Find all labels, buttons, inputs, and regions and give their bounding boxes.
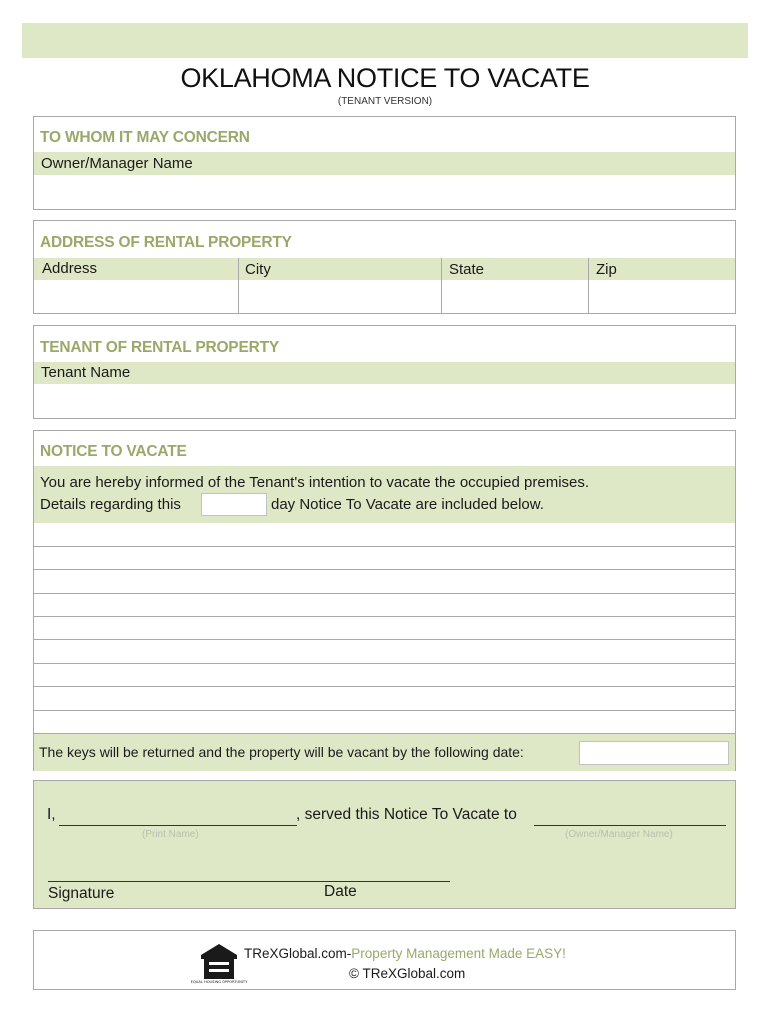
tenant-name-label-band xyxy=(34,362,735,384)
signature-section xyxy=(33,780,736,909)
city-label: City xyxy=(245,261,271,278)
signature-date-line[interactable] xyxy=(48,881,450,882)
owner-name-hint: (Owner/Manager Name) xyxy=(565,829,673,840)
tenant-name-label: Tenant Name xyxy=(41,364,131,381)
detail-line[interactable] xyxy=(34,569,735,570)
concern-section-title: TO WHOM IT MAY CONCERN xyxy=(40,129,250,146)
owner-name-line[interactable] xyxy=(534,825,726,826)
detail-line[interactable] xyxy=(34,686,735,687)
owner-name-field[interactable] xyxy=(34,175,735,210)
address-section xyxy=(33,220,736,314)
owner-name-label-band xyxy=(34,152,735,175)
print-name-hint: (Print Name) xyxy=(142,829,199,840)
signature-label: Signature xyxy=(48,885,115,902)
print-name-line[interactable] xyxy=(59,825,297,826)
detail-line[interactable] xyxy=(34,663,735,664)
served-text: , served this Notice To Vacate to xyxy=(296,806,517,823)
state-field[interactable] xyxy=(442,280,588,314)
zip-label: Zip xyxy=(596,261,617,278)
notice-section xyxy=(33,430,736,771)
detail-line[interactable] xyxy=(34,616,735,617)
notice-intro-line2-suffix: day Notice To Vacate are included below. xyxy=(271,496,544,513)
footer-brand-line xyxy=(244,946,566,961)
detail-line[interactable] xyxy=(34,546,735,547)
keys-text: The keys will be returned and the property will be vacant by the following date: xyxy=(39,744,524,760)
notice-intro-band xyxy=(34,466,735,523)
detail-line[interactable] xyxy=(34,639,735,640)
notice-days-input[interactable] xyxy=(201,493,267,516)
tenant-section-title: TENANT OF RENTAL PROPERTY xyxy=(40,339,279,356)
i-label: I, xyxy=(47,806,56,823)
address-label: Address xyxy=(42,260,98,277)
address-field[interactable] xyxy=(34,280,238,314)
footer-copyright: © TReXGlobal.com xyxy=(349,966,466,981)
header-band xyxy=(22,23,748,58)
detail-line[interactable] xyxy=(34,710,735,711)
notice-intro-line2-prefix: Details regarding this xyxy=(40,496,181,513)
eho-logo-text: EQUAL HOUSING OPPORTUNITY xyxy=(190,980,248,984)
keys-band xyxy=(34,734,735,771)
state-label: State xyxy=(449,261,485,278)
page-subtitle: (TENANT VERSION) xyxy=(337,96,433,107)
page-title: OKLAHOMA NOTICE TO VACATE xyxy=(180,63,590,93)
detail-line[interactable] xyxy=(34,593,735,594)
zip-field[interactable] xyxy=(589,280,736,314)
tenant-section xyxy=(33,325,736,419)
equal-housing-opportunity-icon xyxy=(190,943,248,985)
address-section-title: ADDRESS OF RENTAL PROPERTY xyxy=(40,234,292,251)
concern-section xyxy=(33,116,736,210)
address-label-band xyxy=(34,258,735,280)
vacate-date-input[interactable] xyxy=(579,741,729,765)
city-field[interactable] xyxy=(239,280,441,314)
notice-section-title: NOTICE TO VACATE xyxy=(40,443,187,460)
footer xyxy=(33,930,736,990)
footer-tagline: Property Management Made EASY! xyxy=(351,946,566,961)
date-label: Date xyxy=(324,883,357,900)
owner-name-label: Owner/Manager Name xyxy=(41,155,193,172)
tenant-name-field[interactable] xyxy=(34,384,735,419)
footer-site[interactable]: TReXGlobal.com- xyxy=(244,946,352,961)
notice-intro-line1: You are hereby informed of the Tenant's intention to vacate the occupied premises. xyxy=(40,474,590,491)
